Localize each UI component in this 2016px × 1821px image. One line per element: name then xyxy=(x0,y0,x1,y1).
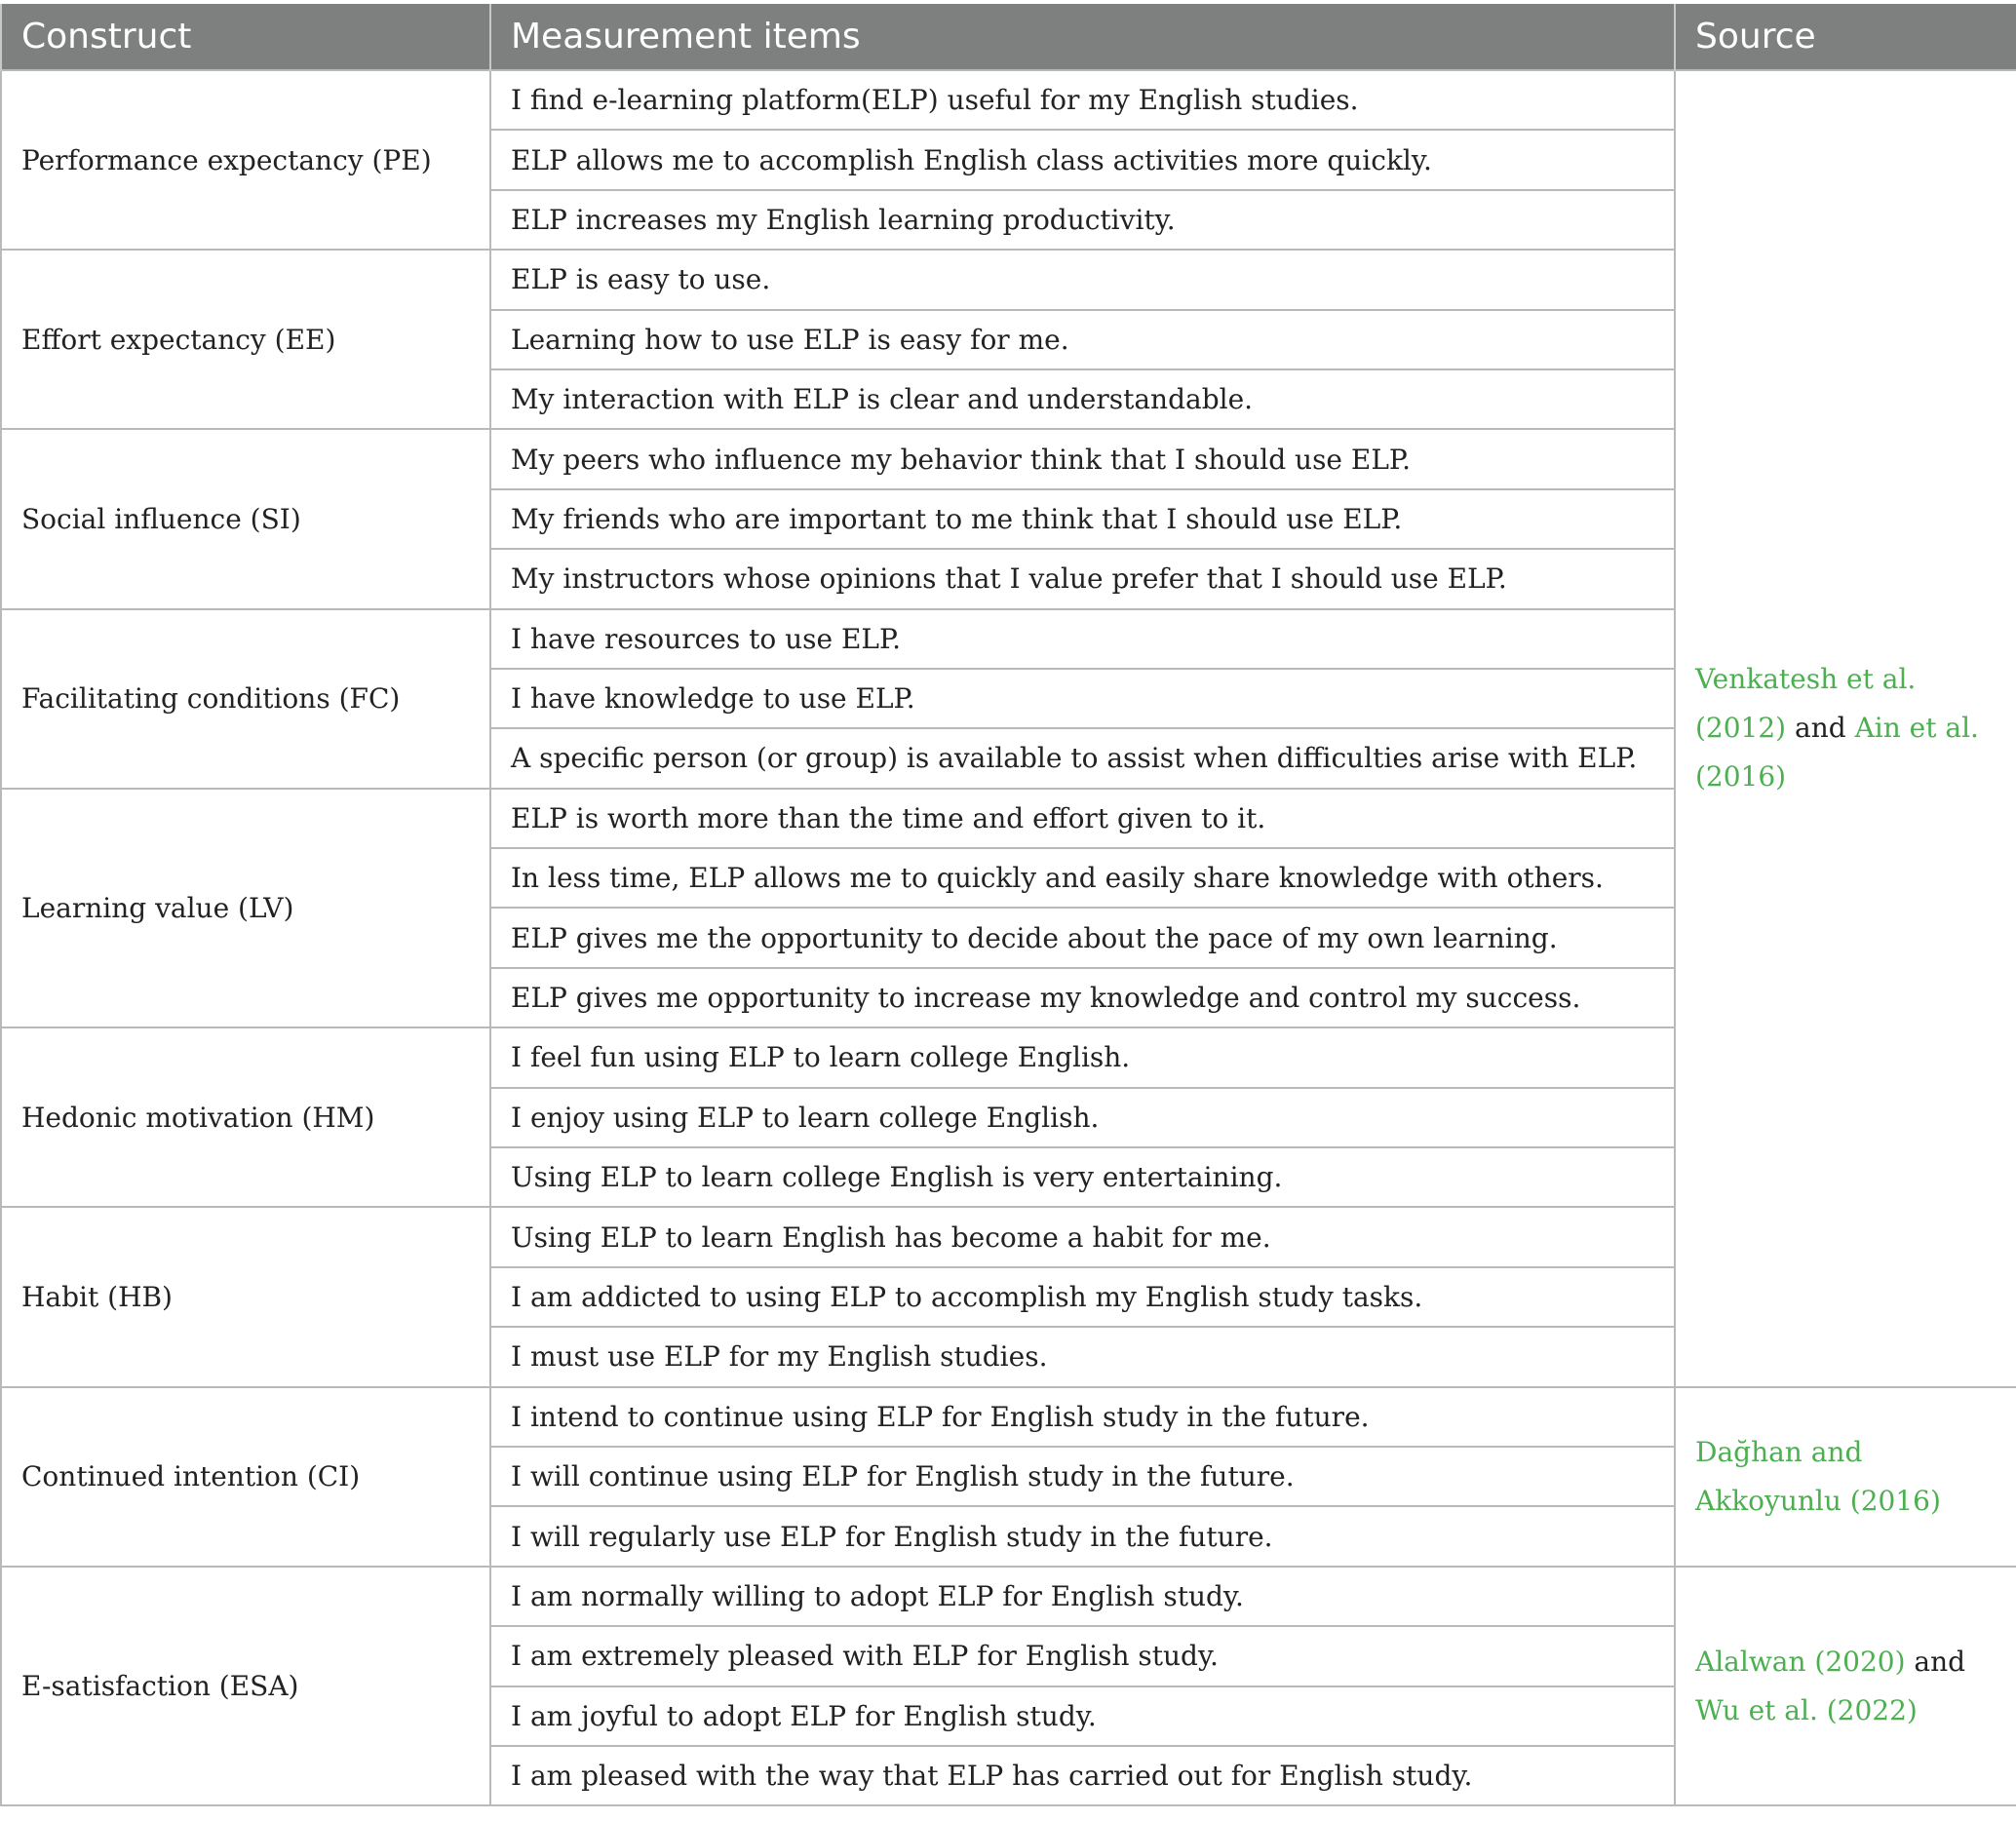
construct-cell: Facilitating conditions (FC) xyxy=(1,609,490,789)
reference-link[interactable]: Ain et al. (2016) xyxy=(1695,712,1979,794)
measurement-item-cell: I intend to continue using ELP for English study in the future. xyxy=(490,1387,1675,1447)
measurement-item-cell: A specific person (or group) is available to assist when difficulties arise with ELP. xyxy=(490,728,1675,788)
measurement-item-cell: ELP gives me the opportunity to decide about the pace of my own learning. xyxy=(490,908,1675,967)
construct-cell: Continued intention (CI) xyxy=(1,1387,490,1567)
construct-cell: Performance expectancy (PE) xyxy=(1,70,490,250)
construct-cell: E-satisfaction (ESA) xyxy=(1,1567,490,1806)
table-row xyxy=(1,1567,2016,1626)
measurement-item-cell: Learning how to use ELP is easy for me. xyxy=(490,310,1675,369)
measurement-item-cell: ELP gives me opportunity to increase my knowledge and control my success. xyxy=(490,968,1675,1027)
table-body xyxy=(1,70,2016,1805)
measurement-item-cell: ELP allows me to accomplish English class activities more quickly. xyxy=(490,130,1675,189)
header-row xyxy=(1,4,2016,70)
reference-link[interactable]: Venkatesh et al. (2012) xyxy=(1695,663,1917,745)
measurement-item-cell: I have knowledge to use ELP. xyxy=(490,669,1675,728)
measurement-item-cell: Using ELP to learn English has become a habit for me. xyxy=(490,1207,1675,1266)
construct-cell: Habit (HB) xyxy=(1,1207,490,1386)
table-row xyxy=(1,1387,2016,1447)
measurement-item-cell: I am extremely pleased with ELP for English study. xyxy=(490,1626,1675,1685)
source-connector-text: and xyxy=(1786,712,1855,745)
source-connector-text: and xyxy=(1905,1645,1966,1678)
construct-cell: Hedonic motivation (HM) xyxy=(1,1027,490,1207)
header-construct: Construct xyxy=(1,4,490,70)
measurement-item-cell: Using ELP to learn college English is very entertaining. xyxy=(490,1147,1675,1207)
measurement-item-cell: I find e-learning platform(ELP) useful for my English studies. xyxy=(490,70,1675,130)
measurement-item-cell: ELP increases my English learning productivity. xyxy=(490,190,1675,250)
measurement-item-cell: My interaction with ELP is clear and understandable. xyxy=(490,369,1675,429)
source-cell xyxy=(1675,1567,2016,1806)
source-cell xyxy=(1675,70,2016,1387)
header-source: Source xyxy=(1675,4,2016,70)
measurement-item-cell: In less time, ELP allows me to quickly and easily share knowledge with others. xyxy=(490,848,1675,908)
measurement-item-cell: I have resources to use ELP. xyxy=(490,609,1675,669)
measurement-item-cell: I will regularly use ELP for English study in the future. xyxy=(490,1506,1675,1566)
construct-cell: Social influence (SI) xyxy=(1,429,490,608)
measurement-item-cell: I feel fun using ELP to learn college English. xyxy=(490,1027,1675,1087)
measurement-item-cell: I am pleased with the way that ELP has carried out for English study. xyxy=(490,1746,1675,1805)
measurement-item-cell: I am normally willing to adopt ELP for English study. xyxy=(490,1567,1675,1626)
measurement-item-cell: ELP is easy to use. xyxy=(490,250,1675,309)
reference-link[interactable]: Wu et al. (2022) xyxy=(1695,1693,1918,1726)
measurement-item-cell: My friends who are important to me think that I should use ELP. xyxy=(490,489,1675,549)
measurement-item-cell: I enjoy using ELP to learn college English. xyxy=(490,1088,1675,1147)
table-header xyxy=(1,4,2016,70)
measurement-item-cell: My peers who influence my behavior think that I should use ELP. xyxy=(490,429,1675,488)
measurement-item-cell: ELP is worth more than the time and effort given to it. xyxy=(490,789,1675,848)
table-row xyxy=(1,70,2016,130)
measurement-item-cell: My instructors whose opinions that I value prefer that I should use ELP. xyxy=(490,549,1675,608)
measurement-item-cell: I will continue using ELP for English study in the future. xyxy=(490,1447,1675,1506)
reference-link[interactable]: Dağhan and Akkoyunlu (2016) xyxy=(1695,1435,1941,1517)
measurement-table xyxy=(0,4,2016,1806)
reference-link[interactable]: Alalwan (2020) xyxy=(1695,1645,1906,1678)
construct-cell: Effort expectancy (EE) xyxy=(1,250,490,429)
header-measurement-items: Measurement items xyxy=(490,4,1675,70)
measurement-item-cell: I am addicted to using ELP to accomplish my English study tasks. xyxy=(490,1267,1675,1327)
measurement-item-cell: I must use ELP for my English studies. xyxy=(490,1327,1675,1386)
construct-cell: Learning value (LV) xyxy=(1,789,490,1028)
measurement-item-cell: I am joyful to adopt ELP for English study. xyxy=(490,1686,1675,1746)
source-cell xyxy=(1675,1387,2016,1567)
